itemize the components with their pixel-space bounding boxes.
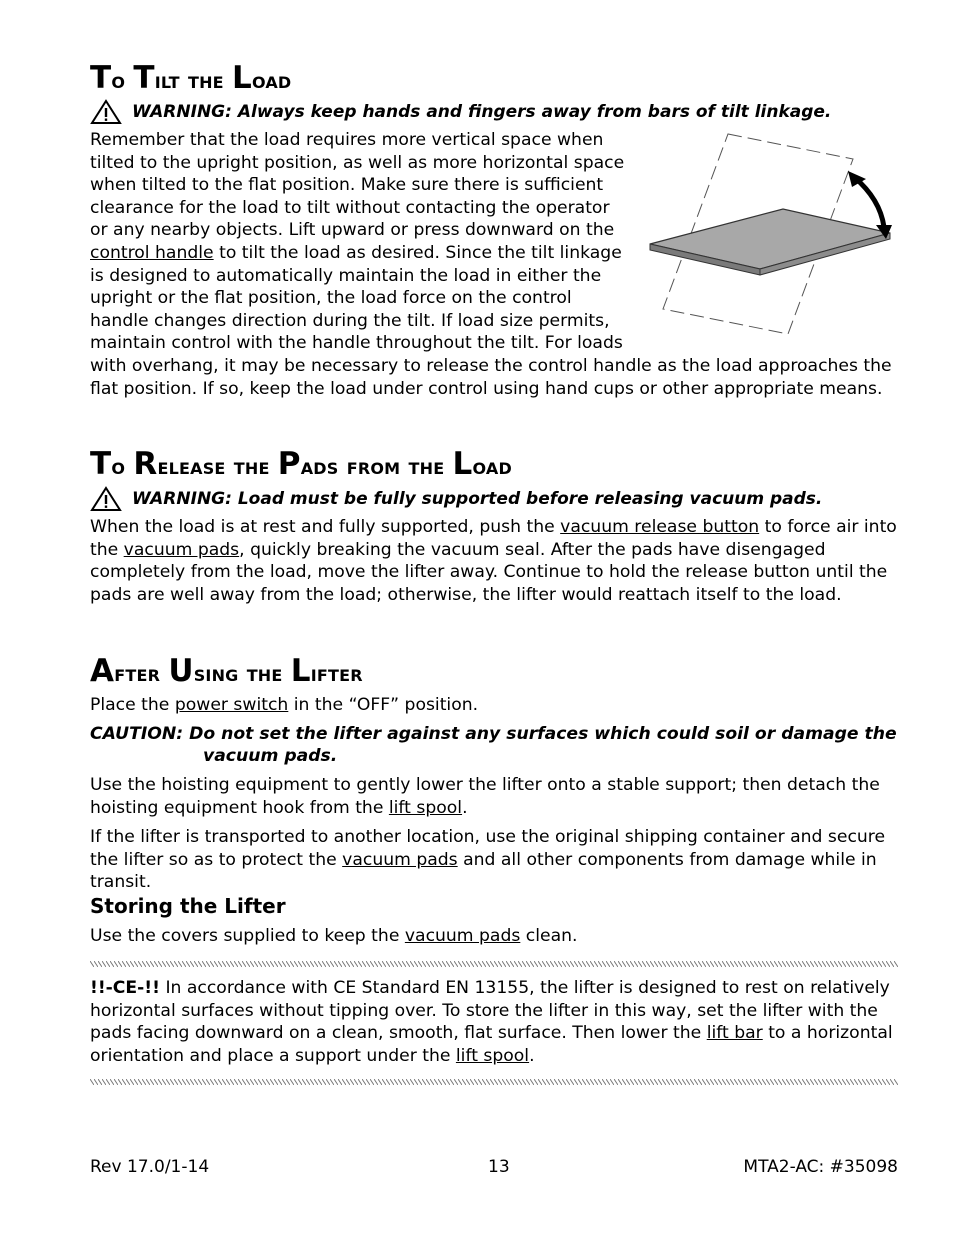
hoisting-paragraph: Use the hoisting equipment to gently lower the lifter onto a stable support; then detach the hoisting equipment hook from the lift spool. bbox=[90, 775, 880, 818]
section-title-after-using: After Using the Lifter bbox=[90, 653, 363, 689]
release-paragraph: When the load is at rest and fully supported, push the vacuum release button to force air into the vacuum pads, quickly breaking the vacuum seal. After the pads have disengaged completely from the load, move the lifter away. Continue to hold the release button until the pads are well away from the load; otherwise, the lifter would reattach itself to the load. bbox=[90, 517, 897, 605]
tilt-load-illustration bbox=[648, 129, 898, 334]
lift-spool-link: lift spool bbox=[455, 1045, 530, 1066]
footer-page-number: 13 bbox=[488, 1157, 510, 1177]
vacuum-pads-link: vacuum pads bbox=[404, 926, 521, 946]
ce-paragraph: !!-CE-!! In accordance with CE Standard EN 13155, the lifter is designed to rest on relatively horizontal surfaces without tipping over. To store the lifter in this way, set the lifter with the pads facing downward on a clean, smooth, flat surface. Then lower the lift bar to a horizontal orientation and place a support under the lift spool. bbox=[90, 978, 893, 1066]
warning-triangle-icon bbox=[90, 99, 122, 125]
tilt-paragraph: Remember that the load requires more vertical space when tilted to the upright position, as well as more horizontal space when tilted to the flat position. Make sure there is sufficient clearance for the load to tilt without contacting the operator or any nearby objects. Lift upward or press downward on the control handle to tilt the load as desired. Since the tilt linkage is designed to automatically maintain the load in either the upright or the flat position, the load force on the control handle changes direction during the tilt. If load size permits, maintain control with the handle throughout the tilt. For loads with overhang, it may be necessary to release the control handle as the load approaches the flat position. If so, keep the load under control using hand cups or other appropriate means. bbox=[90, 129, 898, 400]
ce-divider-top bbox=[90, 961, 898, 967]
transport-paragraph: If the lifter is transported to another location, use the original shipping container and secure the lifter so as to protect the vacuum pads and all other components from damage while in transit. bbox=[90, 827, 886, 893]
ce-divider-bottom bbox=[90, 1079, 898, 1085]
section-title-tilt: To Tilt the Load bbox=[90, 60, 292, 96]
section-title-release: To Release the Pads from the Load bbox=[90, 446, 512, 482]
vacuum-pads-link: vacuum pads bbox=[342, 849, 458, 870]
footer-revision: Rev 17.0/1-14 bbox=[90, 1157, 210, 1177]
vacuum-release-button-link: vacuum release button bbox=[560, 517, 760, 537]
covers-paragraph: Use the covers supplied to keep the vacuum pads clean. bbox=[90, 926, 578, 946]
lift-bar-link: lift bar bbox=[706, 1023, 763, 1044]
power-switch-link: power switch bbox=[174, 695, 289, 715]
footer-model: MTA2-AC: #35098 bbox=[743, 1157, 898, 1177]
warning-triangle-icon bbox=[90, 486, 122, 512]
power-switch-paragraph: Place the power switch in the “OFF” position. bbox=[90, 695, 479, 715]
caution-note: CAUTION: Do not set the lifter against any surfaces which could soil or damage the vacuum pads. bbox=[90, 724, 897, 766]
ce-label: !!-CE-!! bbox=[90, 978, 160, 998]
warning-tilt: WARNING: Always keep hands and fingers away from bars of tilt linkage. bbox=[90, 99, 831, 125]
control-handle-link: control handle bbox=[90, 242, 214, 263]
lift-spool-link: lift spool bbox=[388, 797, 463, 818]
warning-release: WARNING: Load must be fully supported before releasing vacuum pads. bbox=[90, 486, 822, 512]
vacuum-pads-link: vacuum pads bbox=[123, 539, 240, 560]
subsection-title-storing: Storing the Lifter bbox=[90, 894, 286, 918]
